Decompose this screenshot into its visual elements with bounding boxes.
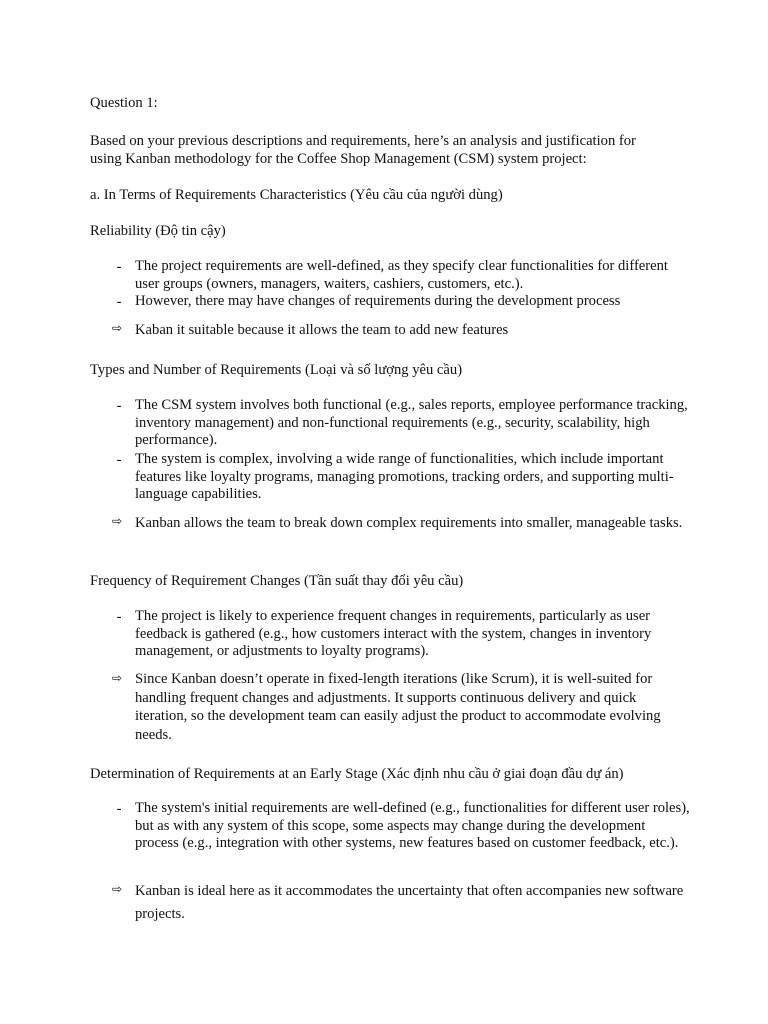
question-heading: Question 1:: [90, 95, 158, 111]
dash-bullet: -: [116, 398, 122, 414]
frequency-heading: Frequency of Requirement Changes (Tần suất thay đổi yêu cầu): [90, 573, 464, 589]
conclusion-text: Kaban it suitable because it allows the team to add new features: [135, 322, 509, 338]
bullet-text: The system's initial requirements are well-defined (e.g., functionalities for different user roles), but as with any system of this scope, some aspects may change during the development process (e.g., integration with other systems, new features based on customer feedback, etc.).: [135, 800, 690, 852]
conclusion-text: Kanban is ideal here as it accommodates the uncertainty that often accompanies new software projects.: [135, 883, 684, 922]
dash-bullet: -: [116, 609, 122, 625]
bullet-text: The CSM system involves both functional (e.g., sales reports, employee performance tracking, inventory management) and non-functional requirements (e.g., security, scalability, high performance).: [135, 397, 688, 449]
dash-bullet: -: [116, 259, 122, 275]
right-arrow-icon: ⇨: [111, 514, 123, 528]
section-a-heading: a. In Terms of Requirements Characteristics (Yêu cầu của người dùng): [90, 187, 503, 203]
right-arrow-icon: ⇨: [111, 321, 123, 335]
intro-line-2: using Kanban methodology for the Coffee Shop Management (CSM) system project:: [90, 151, 587, 167]
intro-line-1: Based on your previous descriptions and requirements, here’s an analysis and justification for: [90, 133, 636, 149]
determination-heading: Determination of Requirements at an Early Stage (Xác định nhu cầu ở giai đoạn đầu dự án): [90, 766, 624, 782]
bullet-text: The system is complex, involving a wide range of functionalities, which include important features like loyalty programs, managing promotions, tracking orders, and supporting multi-language capabilities.: [135, 451, 674, 503]
dash-bullet: -: [116, 452, 122, 468]
types-heading: Types and Number of Requirements (Loại và số lượng yêu cầu): [90, 362, 463, 378]
conclusion-text: Kanban allows the team to break down complex requirements into smaller, manageable tasks.: [135, 515, 683, 531]
bullet-text: The project requirements are well-defined, as they specify clear functionalities for different user groups (owners, managers, waiters, cashiers, customers, etc.).: [135, 258, 668, 292]
right-arrow-icon: ⇨: [111, 671, 123, 685]
dash-bullet: -: [116, 801, 122, 817]
bullet-text: The project is likely to experience frequent changes in requirements, particularly as user feedback is gathered (e.g., how customers interact with the system, changes in inventory management, or adjustments to loyalty programs).: [135, 608, 652, 660]
right-arrow-icon: ⇨: [111, 882, 123, 896]
dash-bullet: -: [116, 294, 122, 310]
reliability-heading: Reliability (Độ tin cậy): [90, 223, 226, 239]
conclusion-text: Since Kanban doesn’t operate in fixed-length iterations (like Scrum), it is well-suited for handling frequent changes and adjustments. It supports continuous delivery and quick iteration, so the development team can easily adjust the product to accommodate evolving needs.: [135, 671, 661, 743]
bullet-text: However, there may have changes of requirements during the development process: [135, 293, 621, 309]
